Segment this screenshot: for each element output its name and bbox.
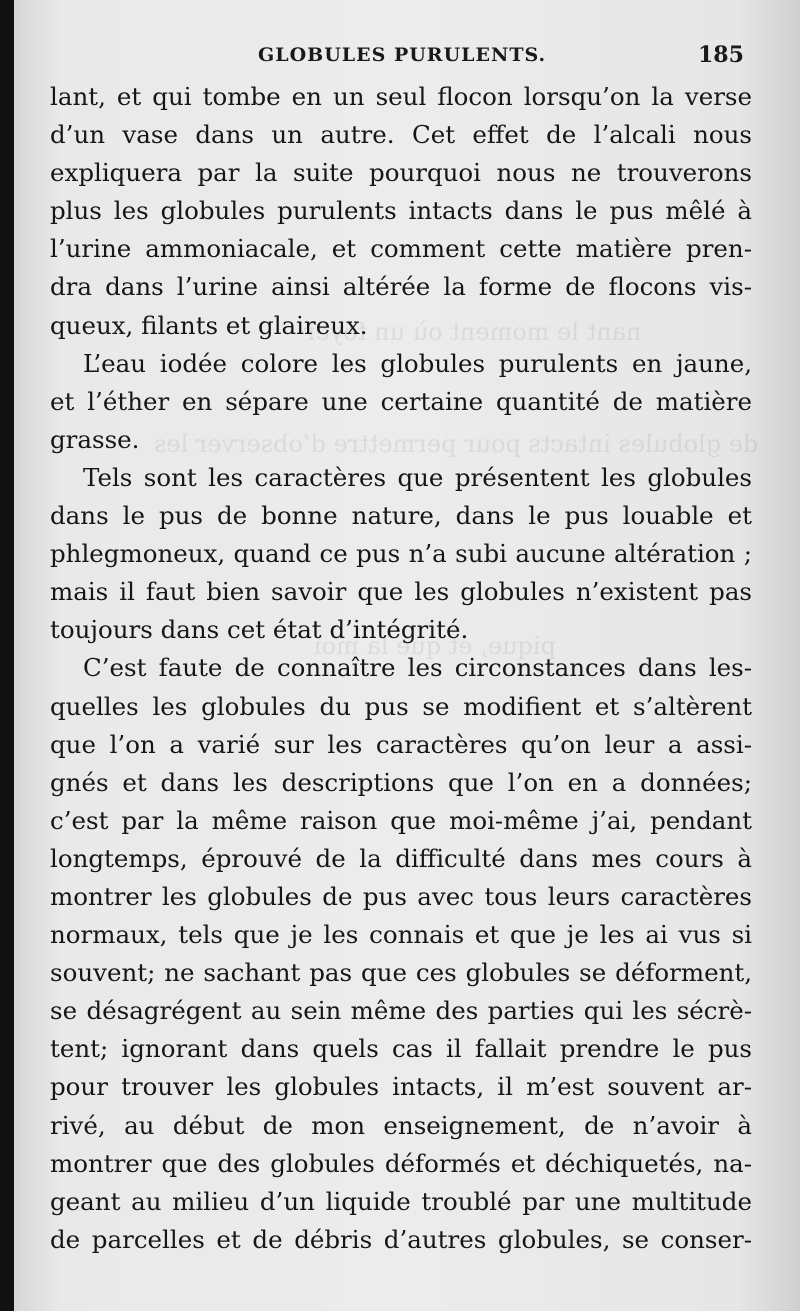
text-line: tent; ignorant dans quels cas il fallait prendre le pus	[50, 1034, 752, 1064]
text-line: dans le pus de bonne nature, dans le pus louable et	[50, 501, 752, 531]
text-line: queux, filants et glaireux.	[50, 310, 368, 340]
text-line: pour trouver les globules intacts, il m’est souvent ar-	[50, 1072, 752, 1102]
page-header	[14, 40, 800, 72]
text-line: phlegmoneux, quand ce pus n’a subi aucune altération ;	[50, 539, 752, 569]
paragraph	[50, 345, 752, 459]
text-line: et l’éther en sépare une certaine quantité de matière	[50, 386, 752, 416]
text-line: C’est faute de connaître les circonstances dans les-	[83, 653, 752, 683]
text-line: quelles les globules du pus se modifient et s’altèrent	[50, 691, 752, 721]
paragraph	[50, 649, 752, 1259]
text-line: expliquera par la suite pourquoi nous ne trouverons	[50, 158, 752, 188]
text-line: l’urine ammoniacale, et comment cette matière pren-	[50, 234, 752, 264]
text-line: que l’on a varié sur les caractères qu’on leur a assi-	[50, 729, 752, 759]
text-line: souvent; ne sachant pas que ces globules se déforment,	[50, 958, 752, 988]
text-line: de parcelles et de débris d’autres globules, se conser-	[50, 1224, 752, 1254]
text-line: geant au milieu d’un liquide troublé par une multitude	[50, 1186, 752, 1216]
bleed-through-text: nant le moment où un foyer	[304, 318, 642, 346]
text-line: gnés et dans les descriptions que l’on en a données;	[50, 767, 752, 797]
text-line: grasse.	[50, 424, 140, 454]
text-line: rivé, au début de mon enseignement, de n’avoir à	[50, 1110, 752, 1140]
page-number: 185	[698, 42, 744, 68]
text-line: mais il faut bien savoir que les globules n’existent pas	[50, 577, 752, 607]
text-line: normaux, tels que je les connais et que je les ai vus si	[50, 920, 752, 950]
text-line: Tels sont les caractères que présentent les globules	[83, 462, 752, 492]
paragraph	[50, 78, 752, 345]
bleed-through-text: pique, et que la moi	[314, 632, 556, 660]
running-head: GLOBULES PURULENTS.	[258, 44, 547, 66]
text-line: montrer les globules de pus avec tous leurs caractères	[50, 881, 752, 911]
text-line: dra dans l’urine ainsi altérée la forme de flocons vis-	[50, 272, 752, 302]
body-text	[50, 78, 752, 1259]
text-line: toujours dans cet état d’intégrité.	[50, 615, 469, 645]
text-line: longtemps, éprouvé de la difficulté dans mes cours à	[50, 843, 752, 873]
text-line: L’eau iodée colore les globules purulents en jaune,	[83, 348, 752, 378]
text-line: lant, et qui tombe en un seul flocon lorsqu’on la verse	[50, 82, 752, 111]
text-line: c’est par la même raison que moi-même j’ai, pendant	[50, 805, 752, 835]
text-line: d’un vase dans un autre. Cet effet de l’alcali nous	[50, 120, 752, 150]
text-line: montrer que des globules déformés et déchiquetés, na-	[50, 1148, 752, 1178]
paragraph	[50, 459, 752, 649]
book-page	[14, 0, 800, 1311]
text-line: se désagrégent au sein même des parties qui les sécrè-	[50, 996, 752, 1026]
bleed-through-text: de globules intacts pour permettre d’observer les	[154, 430, 759, 458]
text-line: plus les globules purulents intacts dans le pus mêlé à	[50, 196, 752, 226]
